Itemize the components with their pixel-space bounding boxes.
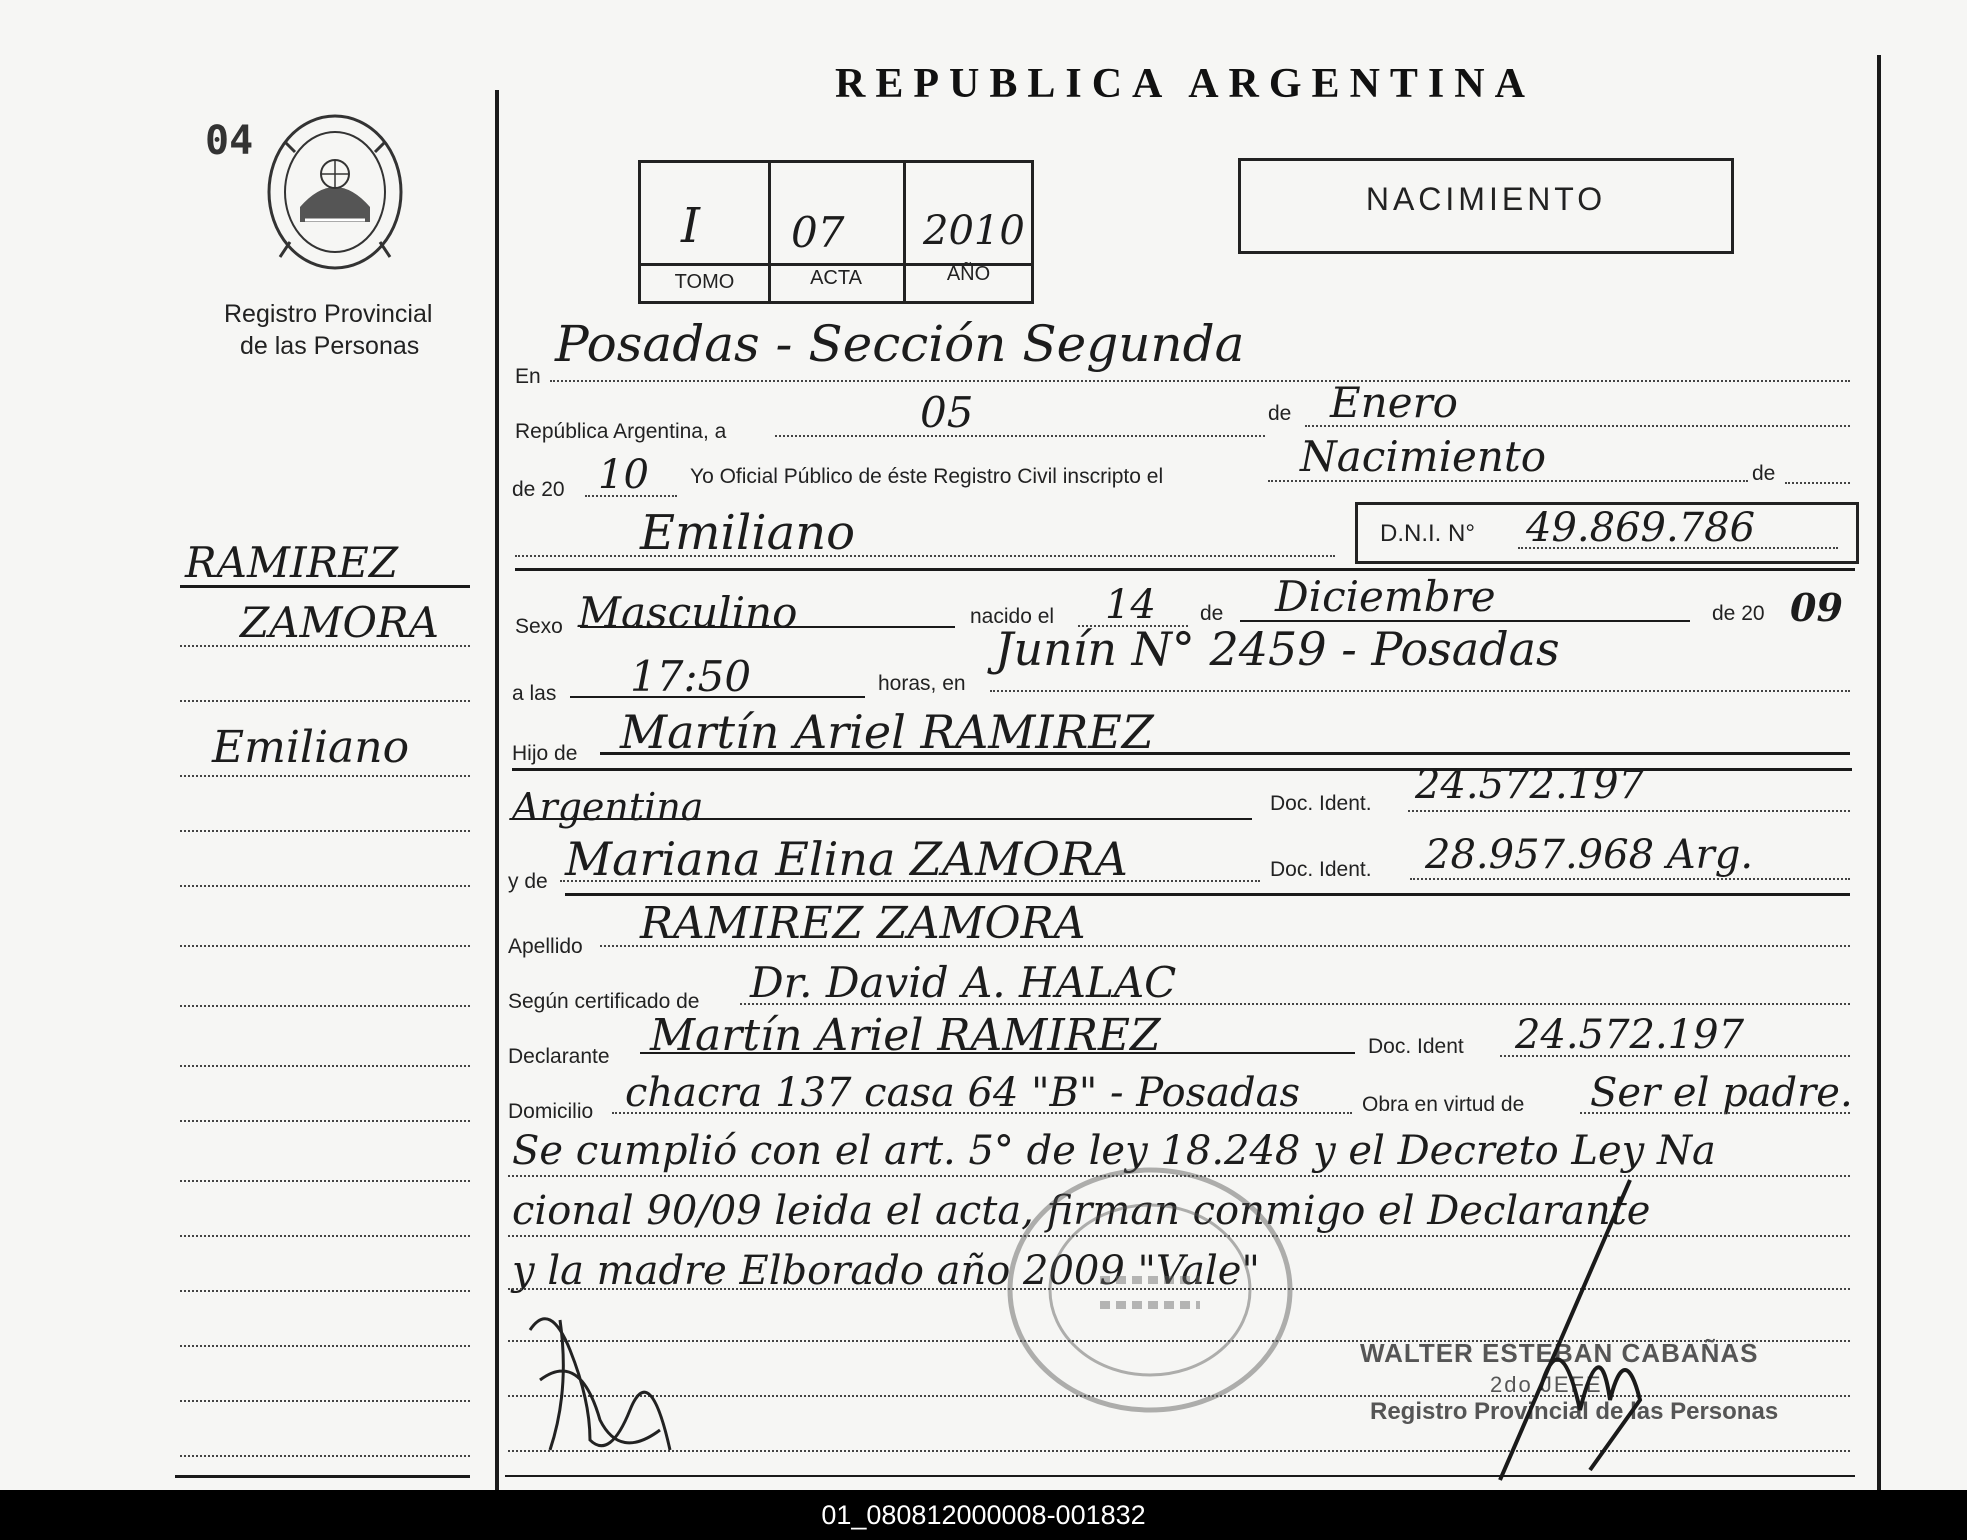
label-oficial: Yo Oficial Público de éste Registro Civil inscripto el	[690, 465, 1164, 488]
label-sexo: Sexo	[515, 615, 563, 638]
registry-name-line1: Registro Provincial	[224, 300, 433, 328]
declarant-signature-icon	[510, 1290, 700, 1470]
official-name: WALTER ESTEBAN CABAÑAS	[1360, 1338, 1759, 1368]
record-reference-box	[638, 160, 1034, 304]
act-type-box	[1238, 158, 1734, 254]
place-value: Posadas - Sección Segunda	[555, 315, 1245, 373]
label-hijo-de: Hijo de	[512, 742, 578, 765]
label-a-las: a las	[512, 682, 557, 705]
birth-month-value: Diciembre	[1275, 572, 1496, 621]
official-title: 2do JEFE	[1490, 1372, 1603, 1397]
birth-place-value: Junín N° 2459 - Posadas	[995, 622, 1560, 676]
declarant-value: Martín Ariel RAMIREZ	[650, 1010, 1161, 1061]
label-father-doc: Doc. Ident.	[1270, 792, 1372, 815]
mother-doc-value: 28.957.968 Arg.	[1425, 832, 1754, 878]
tomo-value: I	[681, 198, 700, 254]
registry-name-line2: de las Personas	[240, 332, 420, 360]
note-line-3: y la madre Elborado año 2009 "Vale"	[512, 1248, 1260, 1294]
day-value: 05	[920, 388, 974, 437]
dni-box	[1355, 502, 1859, 564]
dni-value: 49.869.786	[1526, 505, 1756, 551]
margin-surname-line2: ZAMORA	[240, 598, 439, 647]
label-mother-doc: Doc. Ident.	[1270, 858, 1372, 881]
acta-value: 07	[791, 208, 845, 257]
sex-value: Masculino	[578, 588, 798, 637]
label-dni: D.N.I. N°	[1380, 520, 1475, 547]
registry-round-stamp-icon	[1000, 1160, 1300, 1420]
acta-caption: ACTA	[810, 267, 862, 289]
label-de-month: de	[1268, 402, 1292, 425]
father-value: Martín Ariel RAMIREZ	[620, 705, 1154, 759]
label-y-de: y de	[508, 870, 548, 893]
address-value: chacra 137 casa 64 "B" - Posadas	[625, 1070, 1300, 1116]
label-de-inscription: de	[1752, 462, 1776, 485]
year-suffix-value: 10	[598, 452, 649, 498]
tomo-caption: TOMO	[674, 271, 735, 293]
label-apellido: Apellido	[508, 935, 583, 958]
label-en: En	[515, 365, 541, 388]
label-obra: Obra en virtud de	[1362, 1093, 1525, 1116]
anio-caption: AÑO	[946, 263, 991, 285]
father-doc-value: 24.572.197	[1415, 762, 1645, 808]
label-de-20-birth: de 20	[1712, 602, 1765, 625]
margin-surname-line1: RAMIREZ	[185, 538, 399, 587]
capacity-value: Ser el padre.	[1590, 1070, 1853, 1116]
page-number: 04	[205, 118, 254, 164]
father-nationality-value: Argentina	[512, 785, 704, 829]
margin-given-name: Emiliano	[212, 722, 410, 773]
label-nacido: nacido el	[970, 605, 1055, 628]
birth-day-value: 14	[1105, 582, 1156, 628]
official-signature-icon	[1480, 1170, 1700, 1490]
certificate-by-value: Dr. David A. HALAC	[750, 958, 1177, 1007]
name-value: Emiliano	[640, 505, 856, 561]
mother-value: Mariana Elina ZAMORA	[565, 832, 1128, 886]
label-republica: República Argentina, a	[515, 420, 727, 443]
document-title: REPUBLICA ARGENTINA	[835, 61, 1535, 107]
declarant-doc-value: 24.572.197	[1515, 1012, 1745, 1058]
surname-value: RAMIREZ ZAMORA	[640, 898, 1086, 949]
inscription-value: Nacimiento	[1300, 432, 1547, 481]
anio-value: 2010	[923, 208, 1025, 254]
act-type: NACIMIENTO	[1365, 181, 1607, 217]
note-line-1: Se cumplió con el art. 5° de ley 18.248 y el Decreto Ley Na	[512, 1128, 1716, 1174]
label-segun: Según certificado de	[508, 990, 700, 1013]
month-value: Enero	[1330, 378, 1458, 427]
provincial-seal-icon	[265, 112, 405, 272]
official-office: Registro Provincial de las Personas	[1370, 1398, 1779, 1425]
time-value: 17:50	[630, 652, 752, 701]
label-declarant-doc: Doc. Ident	[1368, 1035, 1464, 1058]
label-horas-en: horas, en	[878, 672, 966, 695]
label-de-birth-month: de	[1200, 602, 1224, 625]
birth-year-suffix-value: 09	[1790, 585, 1843, 630]
file-id-footer: 01_080812000008-001832	[0, 1490, 1967, 1540]
label-declarante: Declarante	[508, 1045, 610, 1068]
label-de-20: de 20	[512, 478, 565, 501]
note-line-2: cional 90/09 leida el acta, firman conmigo el Declarante	[512, 1188, 1651, 1234]
label-domicilio: Domicilio	[508, 1100, 594, 1123]
